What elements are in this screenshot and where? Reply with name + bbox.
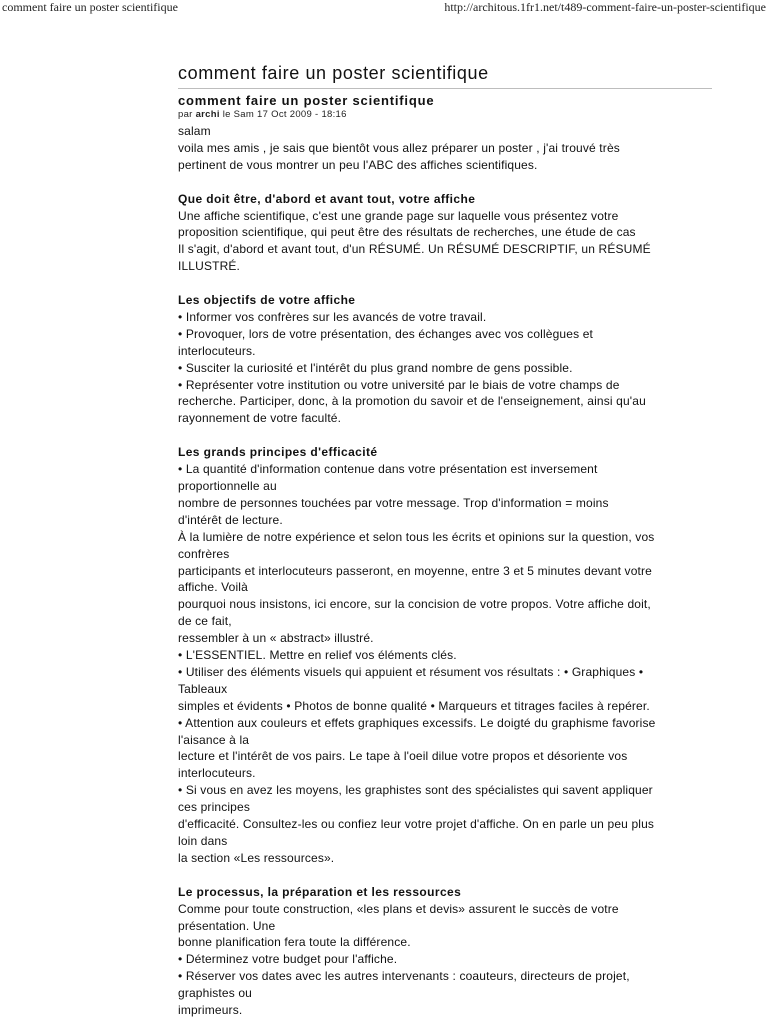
section-line: • Informer vos confrères sur les avancés de votre travail. — [178, 309, 487, 324]
section-line: • La quantité d'information contenue dans votre présentation est inversement — [178, 462, 598, 477]
section-heading: Les objectifs de votre affiche — [178, 293, 356, 308]
section-line: • Déterminez votre budget pour l'affiche. — [178, 952, 398, 967]
intro-line: salam — [178, 124, 211, 138]
post-title[interactable]: comment faire un poster scientifique — [178, 93, 435, 108]
section-line: bonne planification fera toute la différence. — [178, 935, 411, 950]
section-line: • Si vous en avez les moyens, les graphistes sont des spécialistes qui savent appliquer — [178, 783, 653, 798]
section-line: participants et interlocuteurs passeront, en moyenne, entre 3 et 5 minutes devant votre — [178, 563, 652, 578]
paragraph-gap — [178, 275, 712, 292]
section-line: • Utiliser des éléments visuels qui appuient et résument vos résultats : • Graphiques • — [178, 664, 644, 679]
section-line: rayonnement de votre faculté. — [178, 411, 342, 426]
section-line: la section «Les ressources». — [178, 850, 335, 865]
section-line: simples et évidents • Photos de bonne qualité • Marqueurs et titrages faciles à repérer. — [178, 698, 650, 713]
section-line: l'aisance à la — [178, 732, 250, 747]
section-line: confrères — [178, 546, 230, 561]
section-line: imprimeurs. — [178, 1003, 243, 1018]
section-line: ressembler à un « abstract» illustré. — [178, 631, 374, 646]
post-body — [178, 123, 712, 1019]
section-heading: Les grands principes d'efficacité — [178, 445, 378, 460]
section-line: graphistes ou — [178, 986, 252, 1001]
paragraph-gap — [178, 174, 712, 191]
forum-page — [178, 62, 712, 1019]
section-line: ces principes — [178, 800, 250, 815]
section-line: • Réserver vos dates avec les autres intervenants : coauteurs, directeurs de projet, — [178, 969, 630, 984]
print-header-url: http://architous.1fr1.net/t489-comment-faire-un-poster-scientifique — [444, 0, 766, 14]
section-heading: Que doit être, d'abord et avant tout, votre affiche — [178, 191, 476, 206]
section-line: Une affiche scientifique, c'est une grande page sur laquelle vous présentez votre — [178, 208, 619, 223]
section-line: • L'ESSENTIEL. Mettre en relief vos éléments clés. — [178, 648, 457, 663]
section-line: présentation. Une — [178, 918, 276, 933]
section-line: À la lumière de notre expérience et selon tous les écrits et opinions sur la question, vos — [178, 529, 655, 544]
section-line: • Susciter la curiosité et l'intérêt du plus grand nombre de gens possible. — [178, 360, 573, 375]
section-line: Il s'agit, d'abord et avant tout, d'un RÉSUMÉ. Un RÉSUMÉ DESCRIPTIF, un RÉSUMÉ — [178, 242, 651, 257]
section-line: • Provoquer, lors de votre présentation, des échanges avec vos collègues et — [178, 326, 594, 341]
section-line: proportionnelle au — [178, 478, 277, 493]
section-line: recherche. Participer, donc, à la promotion du savoir et de l'enseignement, ainsi qu'au — [178, 394, 646, 409]
section-line: interlocuteurs. — [178, 343, 256, 358]
section-line: • Représenter votre institution ou votre université par le biais de votre champs de — [178, 377, 620, 392]
intro-line: pertinent de vous montrer un peu l'ABC des affiches scientifiques. — [178, 157, 538, 172]
post-author[interactable]: archi — [195, 109, 220, 120]
section-line: interlocuteurs. — [178, 766, 256, 781]
section-line: ILLUSTRÉ. — [178, 259, 241, 274]
post-meta-prefix: par — [178, 109, 196, 120]
paragraph-gap — [178, 867, 712, 884]
print-header — [0, 0, 768, 16]
section-line: proposition scientifique, qui peut être des résultats de recherches, une étude de cas — [178, 225, 636, 240]
intro-line: voila mes amis , je sais que bientôt vous allez préparer un poster , j'ai trouvé très — [178, 140, 620, 155]
print-header-title: comment faire un poster scientifique — [2, 0, 178, 14]
section-line: de ce fait, — [178, 614, 232, 629]
section-line: lecture et l'intérêt de vos pairs. Le tape à l'oeil dilue votre propos et désoriente vos — [178, 749, 628, 764]
section-heading: Le processus, la préparation et les ressources — [178, 884, 462, 899]
section-line: • Attention aux couleurs et effets graphiques excessifs. Le doigté du graphisme favorise — [178, 715, 656, 730]
section-line: d'efficacité. Consultez-les ou confiez leur votre projet d'affiche. On en parle un peu plus — [178, 817, 655, 832]
section-line: d'intérêt de lecture. — [178, 512, 283, 527]
page-title: comment faire un poster scientifique — [178, 62, 712, 89]
section-line: Tableaux — [178, 681, 228, 696]
post-meta — [178, 109, 712, 121]
section-line: pourquoi nous insistons, ici encore, sur la concision de votre propos. Votre affiche doit, — [178, 597, 651, 612]
section-line: affiche. Voilà — [178, 580, 248, 595]
section-line: nombre de personnes touchées par votre message. Trop d'information = moins — [178, 495, 609, 510]
post-date: le Sam 17 Oct 2009 - 18:16 — [219, 109, 347, 120]
section-line: Comme pour toute construction, «les plans et devis» assurent le succès de votre — [178, 901, 619, 916]
paragraph-gap — [178, 427, 712, 444]
section-line: loin dans — [178, 834, 228, 849]
